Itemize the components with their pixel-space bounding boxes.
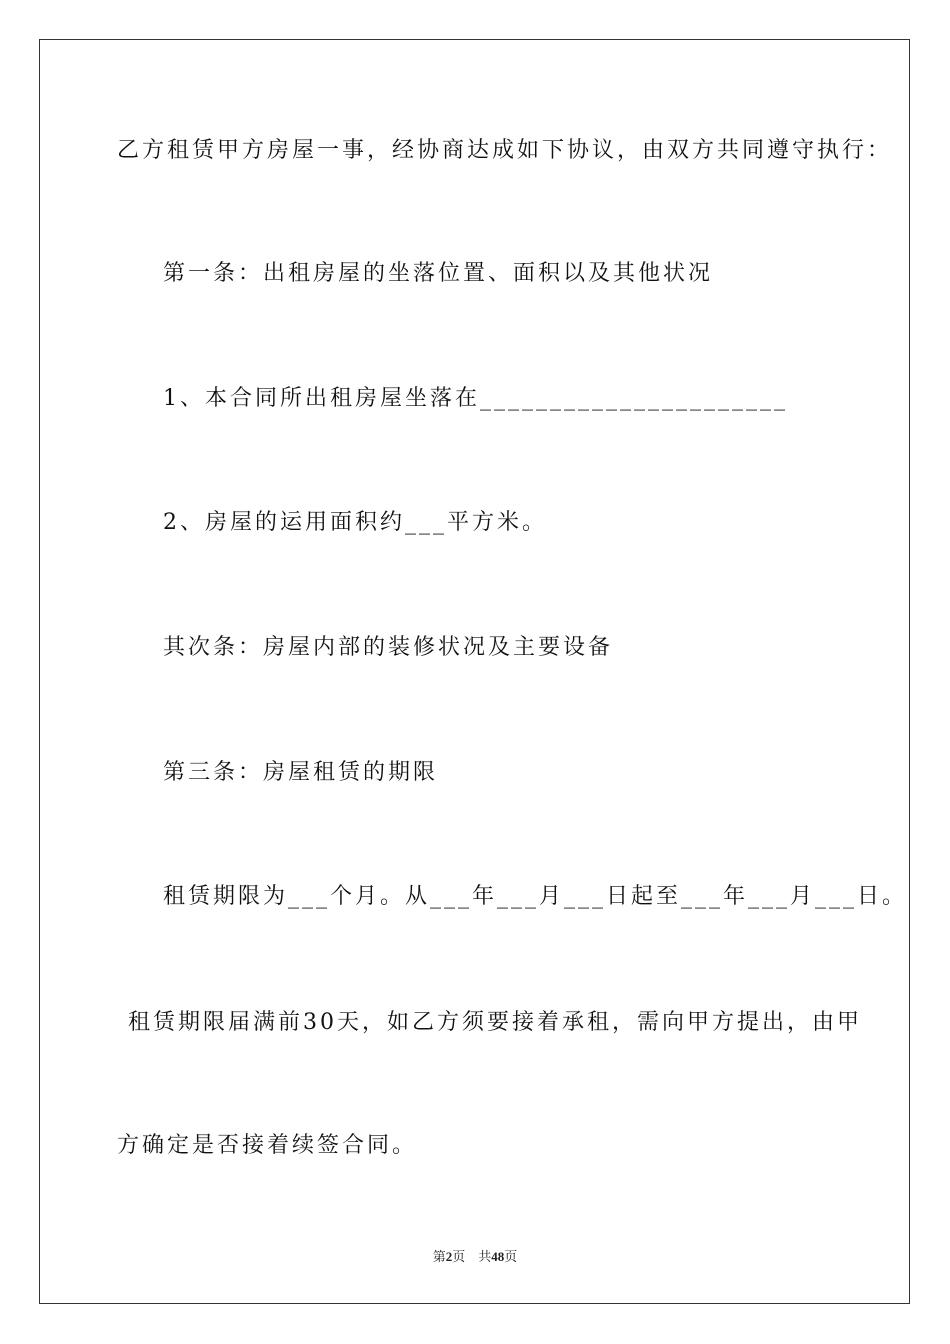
clause-1-location: 1、本合同所出租房屋坐落在______________________ — [163, 386, 788, 411]
page-number: 2 — [445, 1249, 453, 1264]
total-pages: 48 — [491, 1249, 505, 1264]
renewal-line-2: 方确定是否接着续签合同。 — [117, 1133, 418, 1158]
article-2-heading: 其次条：房屋内部的装修状况及主要设备 — [163, 635, 614, 660]
total-prefix: 共 — [478, 1249, 492, 1264]
page-frame — [39, 39, 910, 1304]
clause-2-area: 2、房屋的运用面积约___平方米。 — [163, 510, 547, 535]
lease-term-line: 租赁期限为___个月。从___年___月___日起至___年___月___日。 — [163, 884, 908, 909]
intro-paragraph: 乙方租赁甲方房屋一事，经协商达成如下协议，由双方共同遵守执行： — [117, 138, 893, 163]
total-suffix: 页 — [504, 1249, 518, 1264]
page-footer — [0, 1246, 950, 1265]
article-3-heading: 第三条：房屋租赁的期限 — [163, 760, 439, 785]
page-prefix: 第 — [432, 1249, 446, 1264]
article-1-heading: 第一条：出租房屋的坐落位置、面积以及其他状况 — [163, 261, 714, 286]
renewal-line-1: 租赁期限届满前30天，如乙方须要接着承租，需向甲方提出，由甲 — [128, 1010, 862, 1035]
page-suffix: 页 — [452, 1249, 466, 1264]
